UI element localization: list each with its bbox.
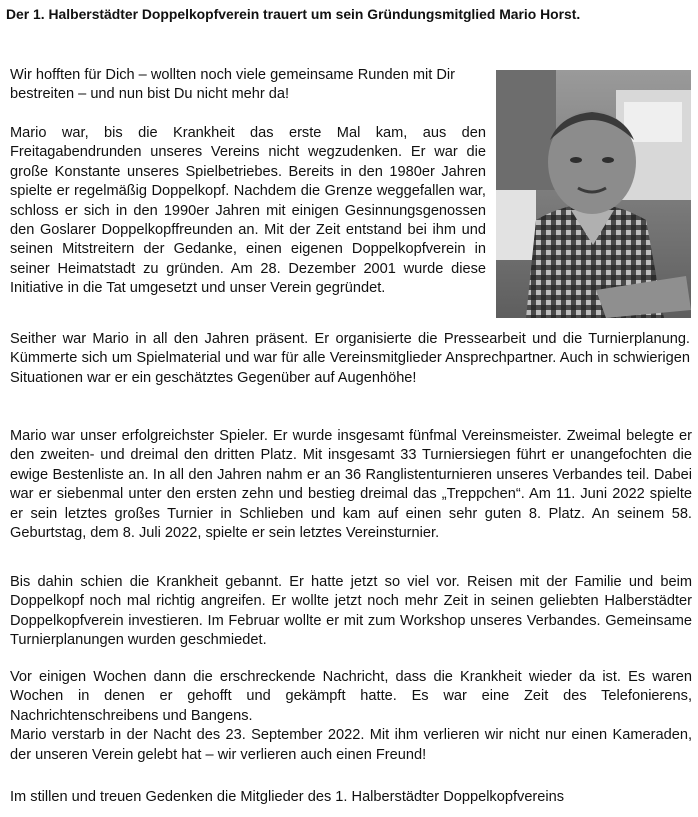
paragraph-plans: Bis dahin schien die Krankheit gebannt. Er hatte jetzt so viel vor. Reisen mit der Familie und beim Doppelkopf noch mal richtig angreifen. Er wollte jetzt noch mehr Zeit in seinen geliebten Halberstädter Doppelkopfverein investieren. Im Februar wollte er mit zum Workshop unseres Verbandes. Gemeinsame Turnierplanungen wurden geschmiedet.: [10, 574, 692, 649]
paragraph-illness: Vor einigen Wochen dann die erschreckende Nachricht, dass die Krankheit wieder da ist. Es waren Wochen in denen er gehofft und gekämpft hatte. Es war eine Zeit des Telefonierens, Nachrichtenschreibens und Bangens. Mario verstarb in der Nacht des 23. September 2022. Mit ihm verlieren wir nicht nur einen Kameraden, der unseren Verein gelebt hat – wir verlieren auch einen Freund!: [10, 669, 692, 763]
paragraph-history: Mario war, bis die Krankheit das erste Mal kam, aus den Freitagabendrunden unseres Vereins nicht wegzudenken. Er war die große Konstante unseres Spielbetriebes. Bereits in den 1980er Jahren spielte er regelmäßig Doppelkopf. Nachdem die Grenze weggefallen war, schloss er sich in den 1990er Jahren mit einigen Gesinnungsgenossen den Goslarer Doppelkopffreunden an. Mit der Zeit entstand bei ihm und seinen Mitstreitern der Gedanke, einen eigenen Doppelkopfverein in seiner Heimatstadt zu gründen. Am 28. Dezember 2001 wurde diese Initiative in die Tat umgesetzt und unser Verein gegründet.: [10, 125, 486, 297]
paragraph-presence: Seither war Mario in all den Jahren präsent. Er organisierte die Pressearbeit und die Turnierplanung. Kümmerte sich um Spielmaterial und war für alle Vereinsmitglieder Ansprechpartner. Auch in schwierigen Situationen war er ein geschätztes Gegenüber auf Augenhöhe!: [10, 331, 690, 386]
portrait-photo: [496, 70, 691, 318]
paragraph-achievements: Mario war unser erfolgreichster Spieler. Er wurde insgesamt fünfmal Vereinsmeister. Zweimal belegte er den zweiten- und dreimal den dritten Platz. Mit insgesamt 33 Turniersiegen führt er unangefochten die ewige Bestenliste an. In all den Jahren nahm er an 36 Ranglistenturnieren unseres Verbandes teil. Dabei war er siebenmal unter den ersten zehn und bestieg dreimal das „Treppchen“. Am 11. Juni 2022 spielte er sein letztes großes Turnier in Schlieben und kam auf einen sehr guten 8. Platz. An seinem 58. Geburtstag, dem 8. Juli 2022, spielte er sein letztes Vereinsturnier.: [10, 428, 692, 542]
paragraph-closing: Im stillen und treuen Gedenken die Mitglieder des 1. Halberstädter Doppelkopfvereins: [10, 789, 565, 805]
paragraph-intro: Wir hofften für Dich – wollten noch viele gemeinsame Runden mit Dir bestreiten – und nun bist Du nicht mehr da!: [10, 67, 456, 103]
page-title: Der 1. Halberstädter Doppelkopfverein trauert um sein Gründungsmitglied Mario Horst.: [6, 6, 581, 22]
